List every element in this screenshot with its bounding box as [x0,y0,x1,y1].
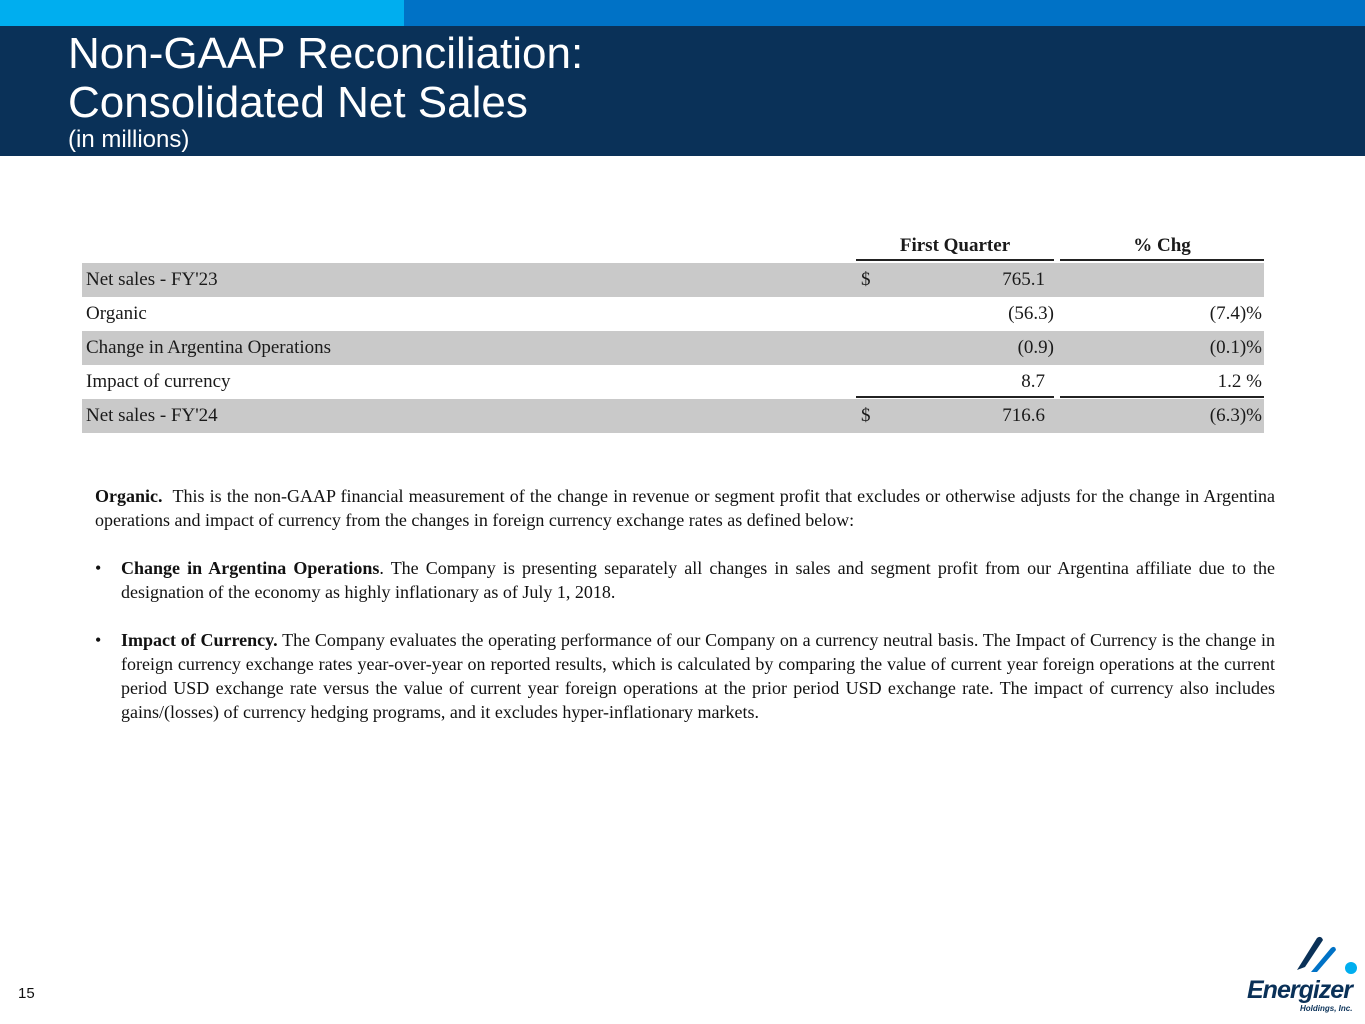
table-row [82,297,1264,331]
row-label: Organic [86,303,147,324]
slide-title-line1: Non-GAAP Reconciliation: [68,29,584,78]
slide-title [68,29,583,127]
definitions-notes [95,484,1275,724]
slide-title-line2: Consolidated Net Sales [68,78,528,127]
argentina-definition [95,556,1275,604]
subtotal-rule-value [856,396,1054,398]
row-label: Net sales - FY'23 [86,269,218,290]
logo-subtitle: Holdings, Inc. [1300,1004,1353,1013]
currency-text: The Company evaluates the operating performance of our Company on a currency neutral basis. The Impact of Currency is the change in foreign currency exchange rates year-over-year on reported results, which is calculated by comparing the value of current year foreign operations at the current period USD exchange rate versus the value of current year foreign operations at the prior period USD exchange rate. The impact of currency also includes gains/(losses) of currency hedging programs, and it excludes hyper-inflationary markets. [121,630,1275,722]
argentina-text: . The Company is presenting separately all changes in sales and segment profit from our Argentina affiliate due to the designation of the economy as highly inflationary as of July 1, 2018. [121,558,1275,602]
subtotal-rule-pct [1060,396,1264,398]
subtotal-rule [856,396,1264,398]
currency-term: Impact of Currency. [121,630,278,650]
organic-definition [95,484,1275,532]
bullet-marker: • [95,630,102,650]
row-pct-change: (6.3)% [1209,405,1262,426]
table-row [82,399,1264,433]
organic-text: This is the non-GAAP financial measurement of the change in revenue or segment profit that excludes or otherwise adjusts for the change in Argentina operations and impact of currency from the changes in foreign currency exchange rates as defined below: [95,486,1275,530]
row-label: Impact of currency [86,371,231,392]
energizer-logo [1245,934,1360,1016]
logo-spark-icon [1245,934,1360,979]
row-dollar-sign: $ [861,269,871,290]
row-label: Net sales - FY'24 [86,405,218,426]
currency-definition [95,628,1275,724]
top-accent-bar-light [0,0,404,26]
organic-term: Organic. [95,486,163,506]
row-pct-change: (0.1)% [1209,337,1262,358]
top-accent-bar-dark [404,0,1365,26]
row-pct-change: 1.2 % [1217,371,1262,392]
row-pct-change: (7.4)% [1209,303,1262,324]
row-value: 716.6 [1002,405,1045,426]
slide-subtitle: (in millions) [68,126,190,153]
bullet-marker: • [95,558,102,578]
row-value: 8.7 [1021,371,1045,392]
column-header-first-quarter: First Quarter [856,235,1054,261]
logo-wordmark: Energizer [1247,976,1352,1004]
row-value: (0.9) [1017,337,1054,358]
table-row [82,331,1264,365]
argentina-term: Change in Argentina Operations [121,558,380,578]
table-header-row [82,233,1264,263]
column-header-pct-chg: % Chg [1060,235,1264,261]
slide-header [0,26,1365,156]
row-label: Change in Argentina Operations [86,337,332,358]
reconciliation-table [82,233,1264,433]
row-value: (56.3) [1008,303,1054,324]
table-row [82,365,1264,399]
row-value: 765.1 [1002,269,1045,290]
page-number: 15 [18,985,35,1002]
row-dollar-sign: $ [861,405,871,426]
table-row [82,263,1264,297]
